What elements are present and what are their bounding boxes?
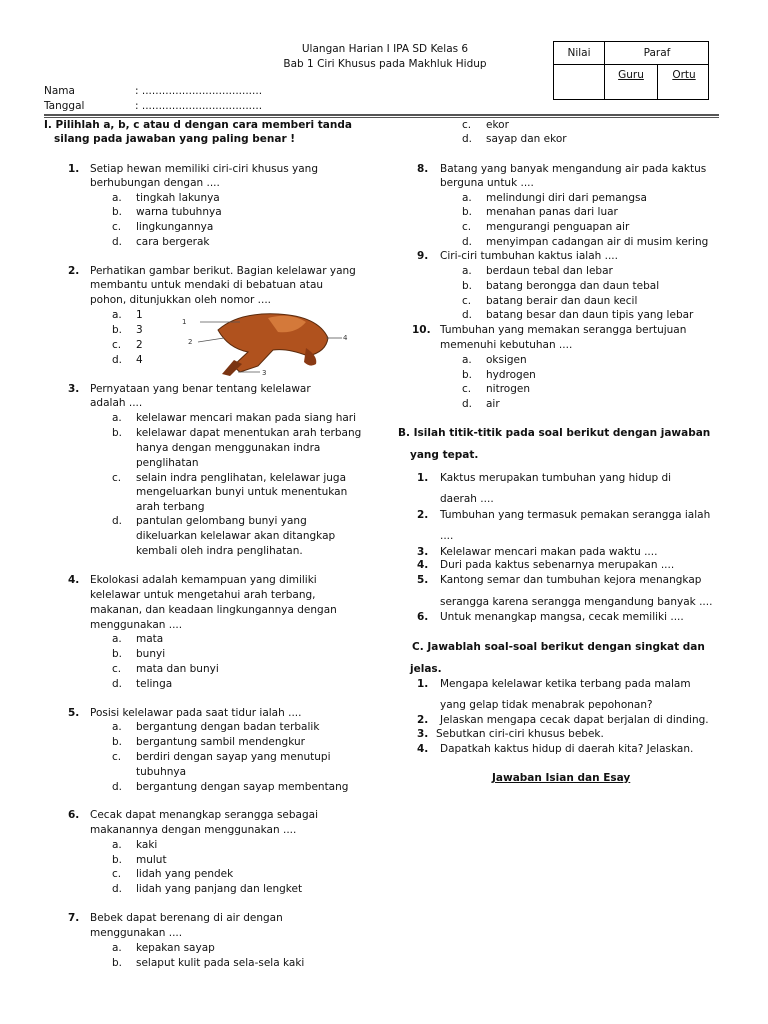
option-letter[interactable]: a. (112, 192, 122, 204)
option-text[interactable]: mata dan bunyi (136, 663, 219, 675)
section-c-heading: C. Jawablah soal-soal berikut dengan singkat dan (412, 641, 705, 653)
figure-label-4: 4 (343, 334, 348, 342)
exam-title: Ulangan Harian I IPA SD Kelas 6 (301, 43, 469, 55)
option-text[interactable]: hydrogen (486, 369, 536, 381)
option-letter[interactable]: b. (462, 369, 473, 381)
option-text[interactable]: ekor (486, 119, 509, 131)
question-5-text: Posisi kelelawar pada saat tidur ialah .... (90, 707, 302, 719)
fill-item-text: .... (440, 530, 454, 542)
essay-item-number: 1. (417, 678, 429, 690)
option-letter[interactable]: a. (112, 721, 122, 733)
option-text[interactable]: selaput kulit pada sela-sela kaki (136, 957, 305, 969)
option-text[interactable]: bunyi (136, 648, 166, 660)
question-8-text: Batang yang banyak mengandung air pada kaktus (440, 163, 707, 175)
option-letter[interactable]: d. (112, 883, 123, 895)
option-text[interactable]: tingkah lakunya (136, 192, 220, 204)
option-letter[interactable]: a. (462, 192, 472, 204)
answer-key-link[interactable]: Jawaban Isian dan Esay (492, 772, 631, 784)
option-letter[interactable]: b. (112, 957, 123, 969)
option-text[interactable]: kaki (136, 839, 158, 851)
figure-label-3: 3 (262, 369, 267, 377)
question-number: 1. (68, 163, 80, 175)
option-letter[interactable]: a. (112, 942, 122, 954)
option-text[interactable]: berdaun tebal dan lebar (486, 265, 613, 277)
parent-signature-label: Ortu (672, 69, 696, 81)
question-number: 8. (417, 163, 429, 175)
option-text[interactable]: melindungi diri dari pemangsa (486, 192, 647, 204)
option-letter[interactable]: c. (112, 339, 122, 351)
option-text[interactable]: telinga (136, 678, 173, 690)
question-10-text: memenuhi kebutuhan .... (440, 339, 573, 351)
option-letter[interactable]: c. (462, 221, 472, 233)
fill-item-number: 4. (417, 559, 429, 571)
figure-label-2: 2 (188, 338, 193, 346)
option-letter[interactable]: b. (112, 206, 123, 218)
teacher-signature-label: Guru (618, 69, 644, 81)
option-text[interactable]: bergantung dengan sayap membentang (136, 781, 349, 793)
question-4-text: kelelawar untuk mengetahui arah terbang, (90, 589, 316, 601)
question-3-text: Pernyataan yang benar tentang kelelawar (90, 383, 311, 395)
fill-item-number: 2. (417, 509, 429, 521)
essay-item-number: 4. (417, 743, 429, 755)
option-text[interactable]: 4 (136, 354, 143, 366)
option-text[interactable]: dikeluarkan kelelawar akan ditangkap (136, 530, 336, 542)
question-number: 4. (68, 574, 80, 586)
option-text[interactable]: 1 (136, 309, 143, 321)
question-7-text: Bebek dapat berenang di air dengan (90, 912, 283, 924)
fill-item-number: 5. (417, 574, 429, 586)
question-6-text: Cecak dapat menangkap serangga sebagai (90, 809, 318, 821)
option-text[interactable]: kelelawar mencari makan pada siang hari (136, 412, 357, 424)
fill-item-text: Duri pada kaktus sebenarnya merupakan .... (440, 559, 675, 571)
date-label: Tanggal (44, 100, 85, 112)
option-text[interactable]: 2 (136, 339, 143, 351)
option-letter[interactable]: d. (112, 354, 123, 366)
option-text[interactable]: pantulan gelombang bunyi yang (136, 515, 307, 527)
option-letter[interactable]: d. (462, 398, 473, 410)
option-text[interactable]: mengurangi penguapan air (486, 221, 630, 233)
option-letter[interactable]: a. (112, 412, 122, 424)
option-letter[interactable]: d. (462, 309, 473, 321)
essay-item-text: yang gelap tidak menabrak pepohonan? (440, 699, 653, 711)
question-3-text: adalah .... (90, 397, 143, 409)
option-letter[interactable]: c. (112, 751, 122, 763)
fill-item-text: Untuk menangkap mangsa, cecak memiliki .... (440, 611, 684, 623)
option-letter[interactable]: b. (112, 648, 123, 660)
option-letter[interactable]: c. (112, 221, 122, 233)
option-text[interactable]: penglihatan (136, 457, 199, 469)
option-text[interactable]: nitrogen (486, 383, 530, 395)
option-text[interactable]: selain indra penglihatan, kelelawar juga (136, 472, 347, 484)
option-text[interactable]: oksigen (486, 354, 527, 366)
question-7-text: menggunakan .... (90, 927, 183, 939)
option-text[interactable]: tubuhnya (136, 766, 187, 778)
question-9-text: Ciri-ciri tumbuhan kaktus ialah .... (440, 250, 618, 262)
score-label: Nilai (567, 47, 591, 59)
essay-item-number: 2. (417, 714, 429, 726)
option-text[interactable]: menahan panas dari luar (486, 206, 618, 218)
option-text[interactable]: kepakan sayap (136, 942, 215, 954)
exam-subtitle: Bab 1 Ciri Khusus pada Makhluk Hidup (283, 58, 487, 70)
fill-item-number: 6. (417, 611, 429, 623)
option-text[interactable]: bergantung sambil mendengkur (136, 736, 305, 748)
option-letter[interactable]: a. (462, 354, 472, 366)
signature-label: Paraf (643, 47, 671, 59)
section-b-heading: B. Isilah titik-titik pada soal berikut dengan jawaban (398, 427, 711, 439)
essay-item-number: 3. (417, 728, 429, 740)
question-2-text: membantu untuk mendaki di bebatuan atau (90, 279, 324, 291)
option-text[interactable]: warna tubuhnya (136, 206, 222, 218)
option-letter[interactable]: c. (462, 119, 472, 131)
fill-item-number: 3. (417, 546, 429, 558)
section-c-heading-2: jelas. (410, 663, 442, 675)
option-letter[interactable]: a. (112, 839, 122, 851)
option-text[interactable]: mulut (136, 854, 167, 866)
question-1-text: Setiap hewan memiliki ciri-ciri khusus yang (90, 163, 318, 175)
option-letter[interactable]: b. (462, 206, 473, 218)
fill-item-text: Kaktus merupakan tumbuhan yang hidup di (440, 472, 672, 484)
date-field[interactable]: : .................................... (135, 100, 263, 112)
option-letter[interactable]: d. (462, 236, 473, 248)
name-field[interactable]: : .................................... (135, 85, 263, 97)
question-number: 6. (68, 809, 80, 821)
option-letter[interactable]: c. (462, 295, 472, 307)
option-letter[interactable]: b. (112, 854, 123, 866)
option-text[interactable]: mata (136, 633, 164, 645)
option-text[interactable]: sayap dan ekor (486, 133, 567, 145)
question-number: 10. (412, 324, 431, 336)
option-letter[interactable]: c. (112, 663, 122, 675)
question-number: 5. (68, 707, 80, 719)
question-6-text: makanannya dengan menggunakan .... (90, 824, 297, 836)
essay-item-text: Mengapa kelelawar ketika terbang pada malam (440, 678, 691, 690)
option-text[interactable]: batang besar dan daun tipis yang lebar (486, 309, 694, 321)
question-1-text: berhubungan dengan .... (90, 177, 220, 189)
score-box (553, 41, 709, 100)
essay-item-text: Dapatkah kaktus hidup di daerah kita? Jelaskan. (440, 743, 694, 755)
question-number: 2. (68, 265, 80, 277)
section-b-heading-2: yang tepat. (410, 449, 479, 461)
bat-figure (178, 308, 350, 378)
name-label: Nama (44, 85, 75, 97)
essay-item-text: Jelaskan mengapa cecak dapat berjalan di dinding. (440, 714, 709, 726)
section-a-heading: I. Pilihlah a, b, c atau d dengan cara memberi tanda (44, 119, 352, 131)
option-text[interactable]: hanya dengan menggunakan indra (136, 442, 321, 454)
option-letter[interactable]: d. (112, 678, 123, 690)
option-text[interactable]: kembali oleh indra penglihatan. (136, 545, 303, 557)
option-text[interactable]: batang berongga dan daun tebal (486, 280, 660, 292)
bat-illustration (178, 308, 350, 378)
question-4-text: menggunakan .... (90, 619, 183, 631)
question-8-text: berguna untuk .... (440, 177, 534, 189)
option-letter[interactable]: b. (112, 736, 123, 748)
question-number: 3. (68, 383, 80, 395)
option-letter[interactable]: d. (112, 781, 123, 793)
fill-item-text: Kelelawar mencari makan pada waktu .... (440, 546, 658, 558)
section-a-heading-2: silang pada jawaban yang paling benar ! (54, 133, 296, 145)
question-2-text: pohon, ditunjukkan oleh nomor .... (90, 294, 272, 306)
question-4-text: Ekolokasi adalah kemampuan yang dimiliki (90, 574, 317, 586)
option-letter[interactable]: c. (462, 383, 472, 395)
option-text[interactable]: air (486, 398, 500, 410)
option-letter[interactable]: d. (112, 515, 123, 527)
option-text[interactable]: mengeluarkan bunyi untuk menentukan (136, 486, 348, 498)
option-letter[interactable]: b. (112, 427, 123, 439)
question-2-text: Perhatikan gambar berikut. Bagian kelelawar yang (90, 265, 356, 277)
fill-item-number: 1. (417, 472, 429, 484)
option-text[interactable]: 3 (136, 324, 143, 336)
question-number: 7. (68, 912, 80, 924)
fill-item-text: Tumbuhan yang termasuk pemakan serangga ialah (440, 509, 711, 521)
option-text[interactable]: bergantung dengan badan terbalik (136, 721, 320, 733)
question-number: 9. (417, 250, 429, 262)
option-letter[interactable]: d. (112, 236, 123, 248)
option-letter[interactable]: c. (112, 868, 122, 880)
option-text[interactable]: cara bergerak (136, 236, 210, 248)
option-text[interactable]: berdiri dengan sayap yang menutupi (136, 751, 331, 763)
fill-item-text: serangga karena serangga mengandung banyak .... (440, 596, 713, 608)
fill-item-text: Kantong semar dan tumbuhan kejora menangkap (440, 574, 702, 586)
option-letter[interactable]: b. (112, 324, 123, 336)
option-text[interactable]: lidah yang panjang dan lengket (136, 883, 303, 895)
option-text[interactable]: kelelawar dapat menentukan arah terbang (136, 427, 362, 439)
option-letter[interactable]: b. (462, 280, 473, 292)
option-letter[interactable]: a. (112, 309, 122, 321)
figure-label-1: 1 (182, 318, 187, 326)
essay-item-text: Sebutkan ciri-ciri khusus bebek. (436, 728, 604, 740)
option-text[interactable]: lidah yang pendek (136, 868, 234, 880)
option-text[interactable]: lingkungannya (136, 221, 214, 233)
option-text[interactable]: batang berair dan daun kecil (486, 295, 638, 307)
option-letter[interactable]: d. (462, 133, 473, 145)
option-text[interactable]: arah terbang (136, 501, 205, 513)
option-letter[interactable]: a. (462, 265, 472, 277)
option-letter[interactable]: a. (112, 633, 122, 645)
option-letter[interactable]: c. (112, 472, 122, 484)
question-10-text: Tumbuhan yang memakan serangga bertujuan (440, 324, 687, 336)
question-4-text: makanan, dan keadaan lingkungannya dengan (90, 604, 337, 616)
option-text[interactable]: menyimpan cadangan air di musim kering (486, 236, 709, 248)
fill-item-text: daerah .... (440, 493, 494, 505)
